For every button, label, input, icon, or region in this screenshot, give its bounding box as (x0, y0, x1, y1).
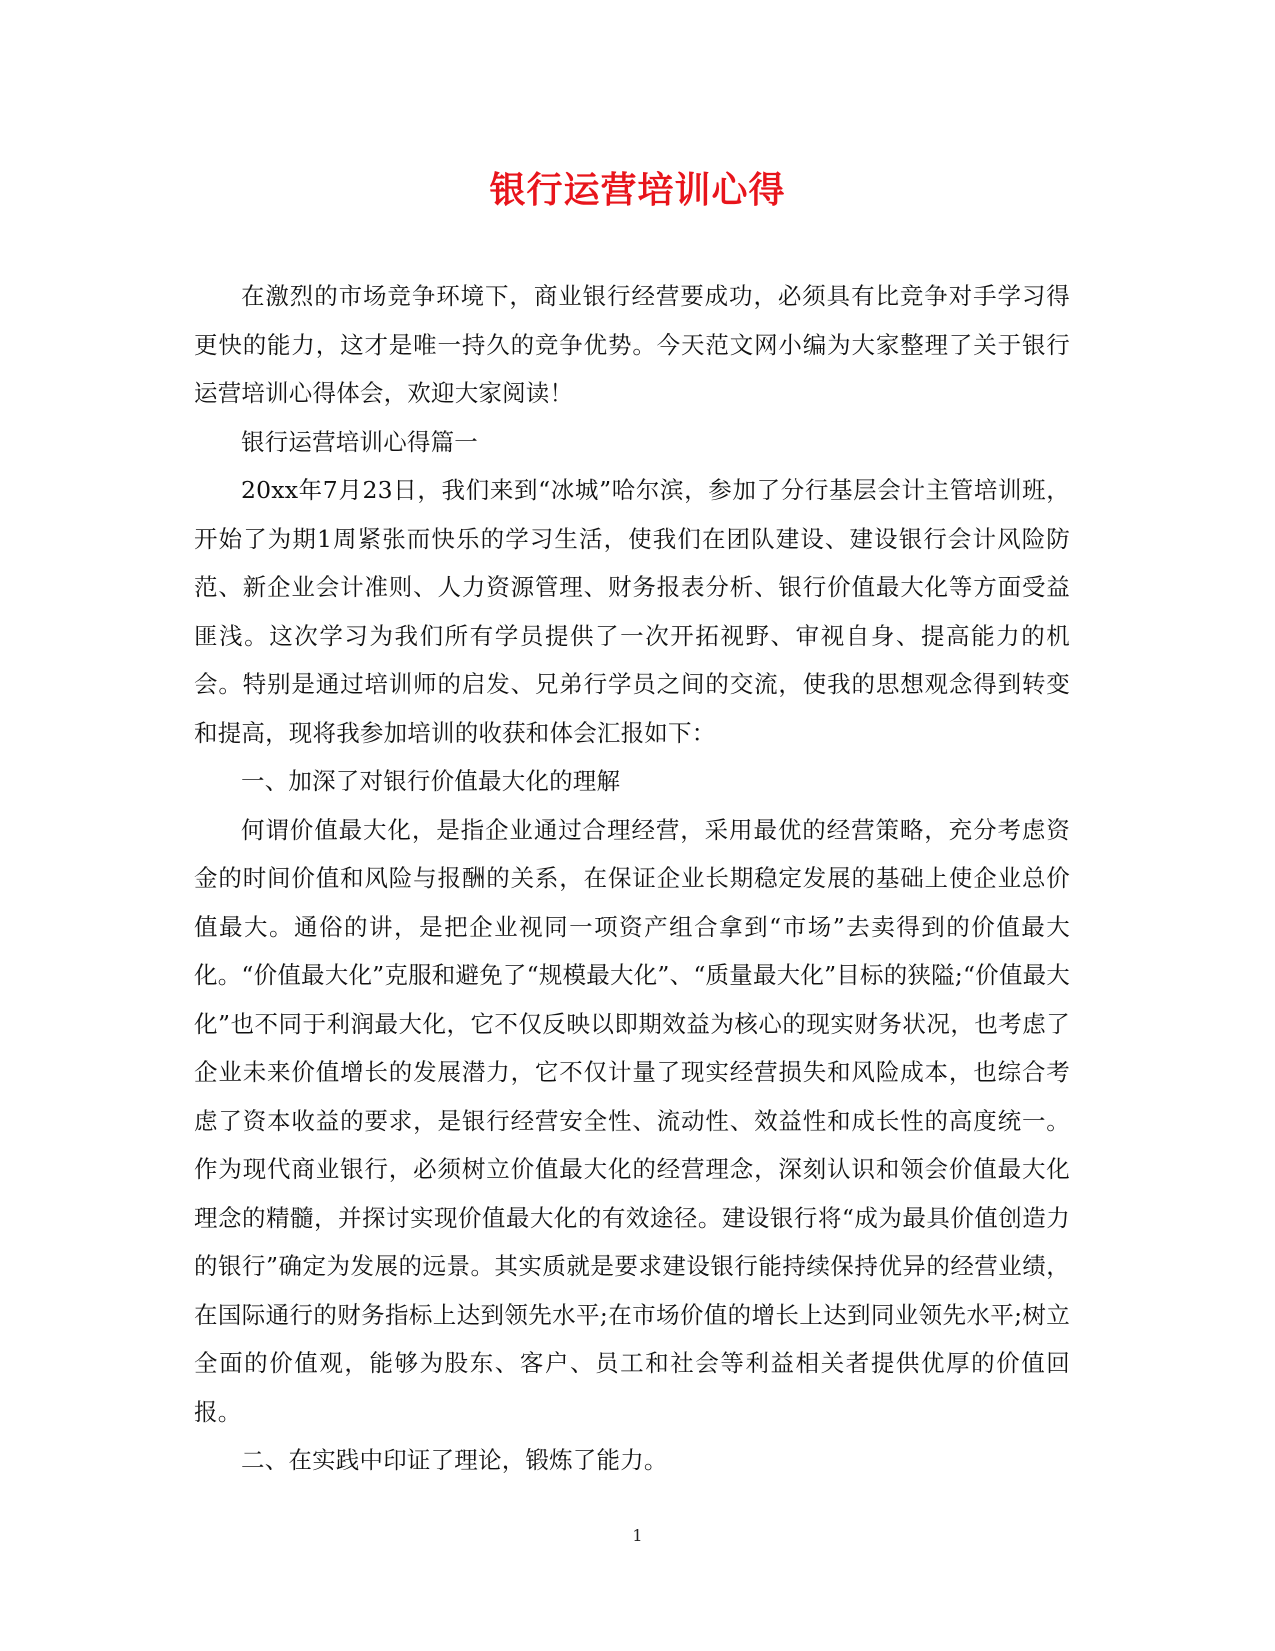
subheading-value-maximization: 一、加深了对银行价值最大化的理解 (241, 767, 621, 795)
section-heading-part-one: 银行运营培训心得篇一 (241, 427, 478, 456)
document-body (194, 272, 1070, 1485)
training-summary-paragraph: 20xx年7月23日，我们来到“冰城”哈尔滨，参加了分行基层会计主管培训班，开始了为期1周紧张而快乐的学习生活，使我们在团队建设、建设银行会计风险防范、新企业会计准则、人力资源管理、财务报表分析、银行价值最大化等方面受益匪浅。这次学习为我们所有学员提供了一次开拓视野、审视自身、提高能力的机会。特别是通过培训师的启发、兄弟行学员之间的交流，使我的思想观念得到转变和提高，现将我参加培训的收获和体会汇报如下： (194, 476, 1070, 747)
value-maximization-paragraph: 何谓价值最大化，是指企业通过合理经营，采用最优的经营策略，充分考虑资金的时间价值和风险与报酬的关系，在保证企业长期稳定发展的基础上使企业总价值最大。通俗的讲，是把企业视同一项资产组合拿到“市场”去卖得到的价值最大化。“价值最大化”克服和避免了“规模最大化”、“质量最大化”目标的狭隘;“价值最大化”也不同于利润最大化，它不仅反映以即期效益为核心的现实财务状况，也考虑了企业未来价值增长的发展潜力，它不仅计量了现实经营损失和风险成本，也综合考虑了资本收益的要求，是银行经营安全性、流动性、效益性和成长性的高度统一。作为现代商业银行，必须树立价值最大化的经营理念，深刻认识和领会价值最大化理念的精髓，并探讨实现价值最大化的有效途径。建设银行将“成为最具价值创造力的银行”确定为发展的远景。其实质就是要求建设银行能持续保持优异的经营业绩，在国际通行的财务指标上达到领先水平;在市场价值的增长上达到同业领先水平;树立全面的价值观，能够为股东、客户、员工和社会等利益相关者提供优厚的价值回报。 (194, 815, 1070, 1426)
intro-paragraph: 在激烈的市场竞争环境下，商业银行经营要成功，必须具有比竞争对手学习得更快的能力，这才是唯一持久的竞争优势。今天范文网小编为大家整理了关于银行运营培训心得体会，欢迎大家阅读！ (194, 282, 1070, 407)
document-title: 银行运营培训心得 (489, 169, 786, 211)
page-number: 1 (632, 1526, 643, 1545)
subheading-practice-theory: 二、在实践中印证了理论，锻炼了能力。 (241, 1446, 668, 1474)
